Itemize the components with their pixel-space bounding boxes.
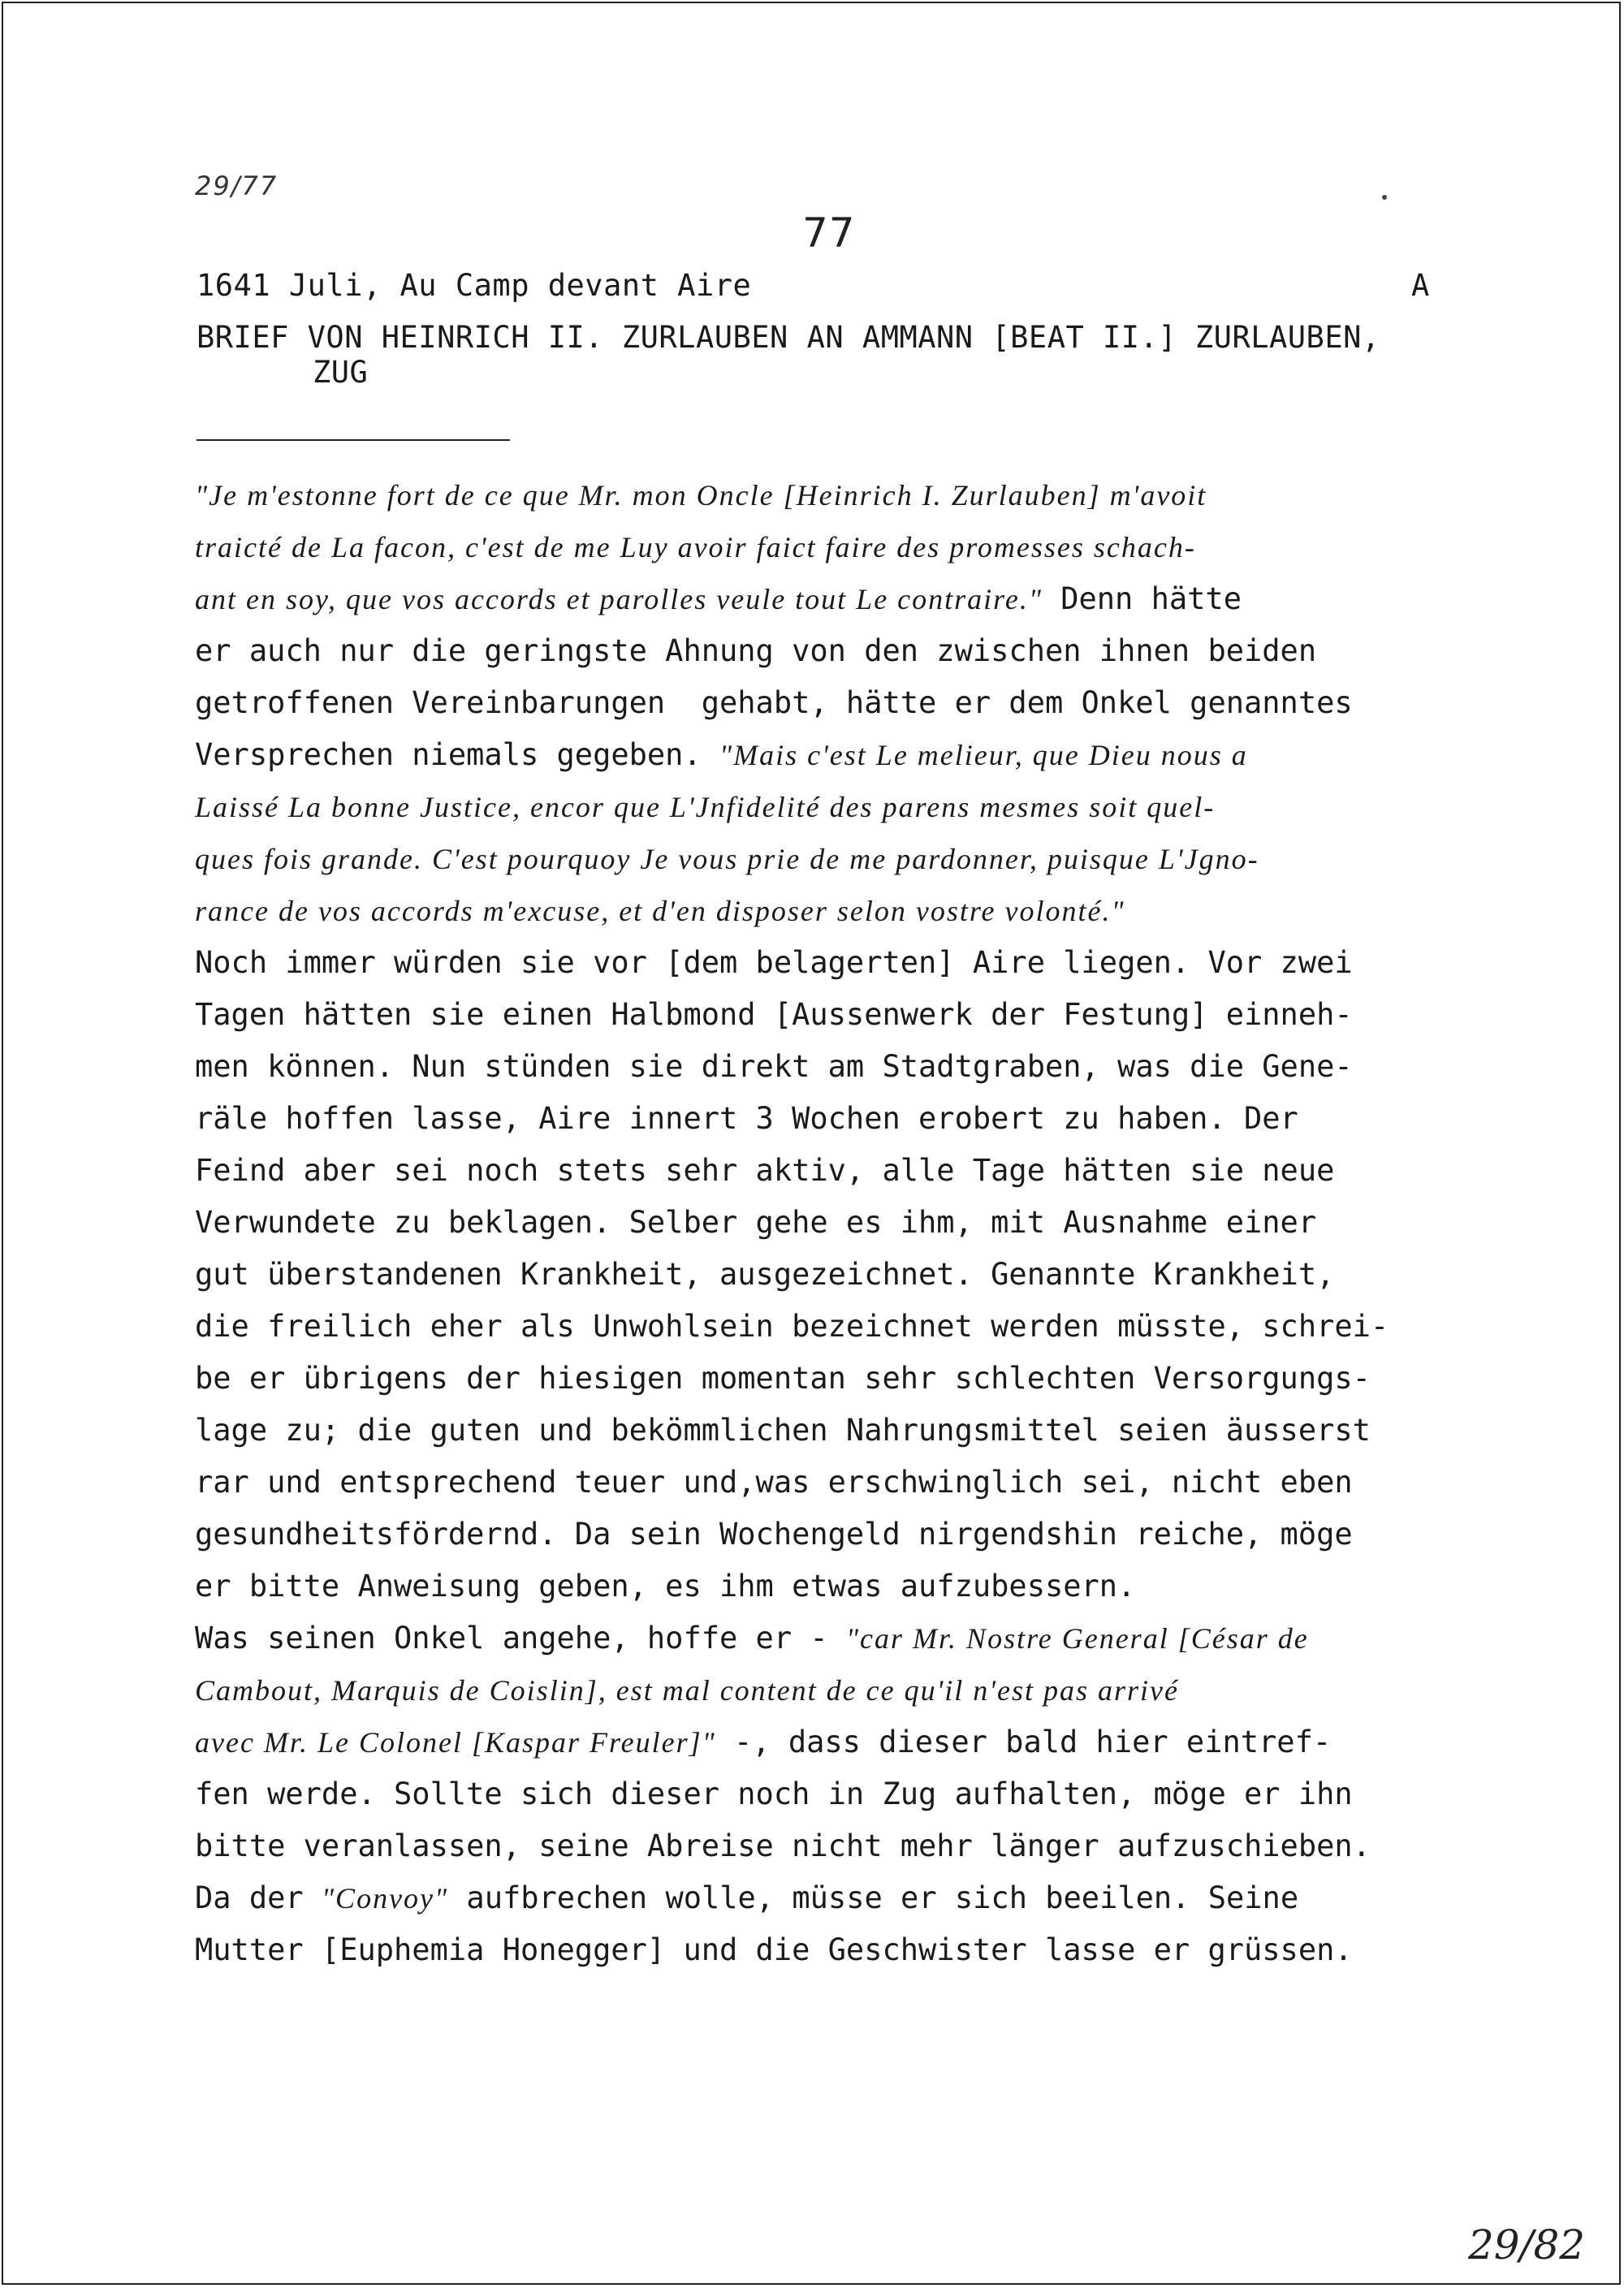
quote-french: "car Mr. Nostre General [César de <box>845 1622 1309 1655</box>
quote-french: Cambout, Marquis de Coislin], est mal content de ce qu'il n'est pas arrivé <box>195 1674 1179 1707</box>
body-line-17: die freilich eher als Unwohlsein bezeichnet werden müsste, schrei- <box>195 1309 1389 1344</box>
body-line-10: Noch immer würden sie vor [dem belagerten] Aire liegen. Vor zwei <box>195 945 1353 980</box>
body-line-13: räle hoffen lasse, Aire innert 3 Wochen erobert zu haben. Der <box>195 1101 1298 1136</box>
quote-french: "Mais c'est Le melieur, que Dieu nous a <box>719 739 1248 771</box>
quote-french: rance de vos accords m'excuse, et d'en disposer selon vostre volonté." <box>195 895 1125 927</box>
quote-french: traicté de La facon, c'est de me Luy avoir faict faire des promesses schach- <box>195 531 1196 563</box>
body-line-4: er auch nur die geringste Ahnung von den zwischen ihnen beiden <box>195 633 1317 668</box>
quote-french: ant en soy, que vos accords et parolles veule tout Le contraire." <box>195 583 1043 615</box>
body-text: Denn hätte <box>1042 581 1242 616</box>
body-text: aufbrechen wolle, müsse er sich beeilen. Seine <box>448 1880 1299 1915</box>
body-line-22: er bitte Anweisung geben, es ihm etwas aufzubessern. <box>195 1569 1136 1604</box>
quote-french: Laissé La bonne Justice, encor que L'Jnfidelité des parens mesmes soit quel- <box>195 791 1216 823</box>
quote-french: "Convoy" <box>321 1882 449 1915</box>
body-line-3 <box>195 573 1478 625</box>
document-letter: A <box>1411 268 1430 303</box>
letter-body <box>195 469 1478 1976</box>
body-line-12: men können. Nun stünden sie direkt am Stadtgraben, was die Gene- <box>195 1049 1353 1084</box>
date-place-line: 1641 Juli, Au Camp devant Aire <box>197 268 752 303</box>
body-line-27: bitte veranlassen, seine Abreise nicht mehr länger aufzuschieben. <box>195 1828 1371 1863</box>
body-line-11: Tagen hätten sie einen Halbmond [Aussenwerk der Festung] einneh- <box>195 997 1353 1032</box>
quote-french: "Je m'estonne fort de ce que Mr. mon Oncle [Heinrich I. Zurlauben] m'avoit <box>195 479 1207 512</box>
quote-french: avec Mr. Le Colonel [Kaspar Freuler]" <box>195 1726 716 1759</box>
header-rule <box>197 439 510 441</box>
document-title-continuation: ZUG <box>313 355 369 390</box>
body-line-19: lage zu; die guten und bekömmlichen Nahrungsmittel seien äusserst <box>195 1413 1371 1448</box>
body-line-29: Mutter [Euphemia Honegger] und die Geschwister lasse er grüssen. <box>195 1932 1353 1967</box>
body-line-1 <box>195 469 1478 521</box>
body-line-18: be er übrigens der hiesigen momentan sehr schlechten Versorgungs- <box>195 1361 1371 1396</box>
body-line-20: rar und entsprechend teuer und,was erschwinglich sei, nicht eben <box>195 1465 1353 1500</box>
handwritten-reference: 29/82 <box>1468 2221 1586 2269</box>
body-line-26: fen werde. Sollte sich dieser noch in Zug aufhalten, möge er ihn <box>195 1776 1353 1811</box>
body-line-2 <box>195 521 1478 573</box>
page-number: 77 <box>802 209 856 257</box>
body-line-21: gesundheitsfördernd. Da sein Wochengeld nirgendshin reiche, möge <box>195 1517 1353 1552</box>
archive-reference-top: 29/77 <box>195 171 279 201</box>
body-line-28 <box>195 1872 1478 1924</box>
body-text: Da der <box>195 1880 322 1915</box>
document-title: BRIEF VON HEINRICH II. ZURLAUBEN AN AMMANN [BEAT II.] ZURLAUBEN, <box>197 320 1380 355</box>
body-line-8 <box>195 833 1478 885</box>
body-line-14: Feind aber sei noch stets sehr aktiv, alle Tage hätten sie neue <box>195 1153 1335 1188</box>
ink-dot <box>1382 195 1387 200</box>
body-line-16: gut überstandenen Krankheit, ausgezeichnet. Genannte Krankheit, <box>195 1257 1335 1292</box>
body-line-24 <box>195 1664 1478 1716</box>
body-line-23 <box>195 1612 1478 1664</box>
body-text: Versprechen niemals gegeben. <box>195 737 720 772</box>
body-line-6 <box>195 729 1478 781</box>
body-text: -, dass dieser bald hier eintref- <box>715 1725 1332 1759</box>
quote-french: ques fois grande. C'est pourquoy Je vous prie de me pardonner, puisque L'Jgno- <box>195 843 1259 875</box>
body-line-5: getroffenen Vereinbarungen gehabt, hätte er dem Onkel genanntes <box>195 685 1353 720</box>
body-line-7 <box>195 781 1478 833</box>
body-line-15: Verwundete zu beklagen. Selber gehe es ihm, mit Ausnahme einer <box>195 1205 1317 1240</box>
body-line-9 <box>195 885 1478 937</box>
body-line-25 <box>195 1716 1478 1768</box>
body-text: Was seinen Onkel angehe, hoffe er - <box>195 1621 846 1656</box>
